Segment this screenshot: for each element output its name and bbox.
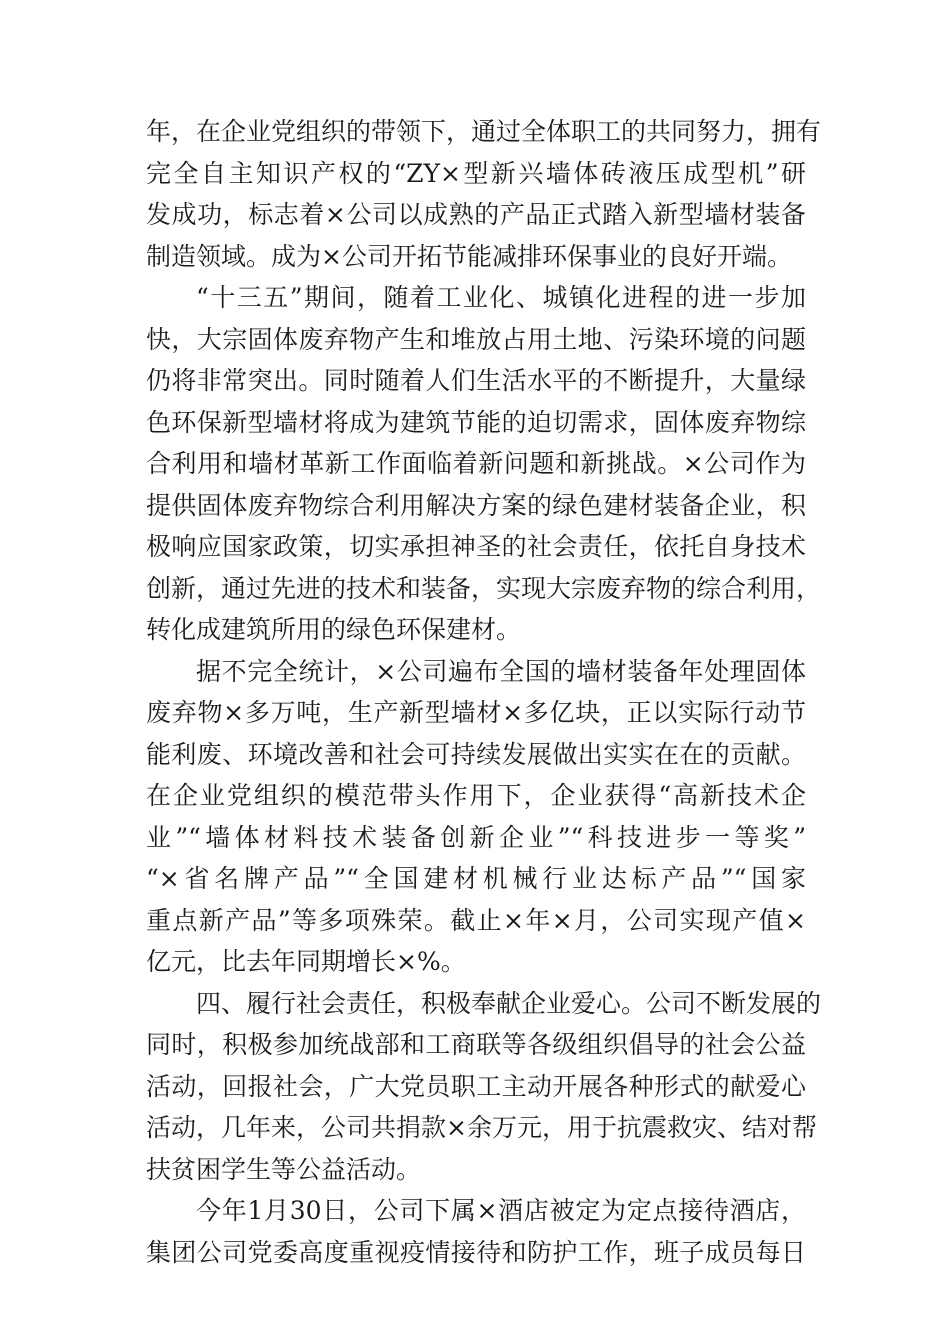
text-line: 合利用和墙材革新工作面临着新问题和新挑战。×公司作为 [146,449,806,478]
text-line: 能利废、环境改善和社会可持续发展做出实实在在的贡献。 [146,739,806,769]
paragraph [146,651,806,983]
text-line: 亿元，比去年同期增长×%。 [146,947,466,976]
text-line: 重点新产品”等多项殊荣。截止×年×月，公司实现产值× [146,905,806,935]
text-line: 年，在企业党组织的带领下，通过全体职工的共同努力，拥有 [146,117,822,146]
paragraph [146,111,822,277]
text-line: 色环保新型墙材将成为建筑节能的迫切需求，固体废弃物综 [146,407,806,437]
text-line: 仍将非常突出。同时随着人们生活水平的不断提升，大量绿 [146,366,806,395]
text-line: 创新，通过先进的技术和装备，实现大宗废弃物的综合利用， [146,573,822,603]
text-line: 完全自主知识产权的“ZY×型新兴墙体砖液压成型机”研 [146,158,806,188]
text-line: 集团公司党委高度重视疫情接待和防护工作，班子成员每日 [146,1237,806,1267]
text-line: 四、履行社会责任，积极奉献企业爱心。公司不断发展的 [196,988,822,1018]
text-line: 据不完全统计，×公司遍布全国的墙材装备年处理固体 [196,656,806,686]
text-line: 业”“墙体材料技术装备创新企业”“科技进步一等奖” [146,822,806,852]
text-line: 同时，积极参加统战部和工商联等各级组织倡导的社会公益 [146,1030,806,1059]
text-line: 今年1月30日，公司下属×酒店被定为定点接待酒店， [196,1196,806,1225]
text-line: 废弃物×多万吨，生产新型墙材×多亿块，正以实际行动节 [146,698,806,727]
text-line: 活动，回报社会，广大党员职工主动开展各种形式的献爱心 [146,1071,806,1101]
text-line: “×省名牌产品”“全国建材机械行业达标产品”“国家 [146,864,806,893]
text-line: 活动，几年来，公司共捐款×余万元，用于抗震救灾、结对帮 [146,1113,817,1142]
text-line: 在企业党组织的模范带头作用下，企业获得“高新技术企 [146,781,806,810]
text-line: 转化成建筑所用的绿色环保建材。 [146,615,522,644]
text-line: 制造领域。成为×公司开拓节能减排环保事业的良好开端。 [146,241,792,271]
document-body [146,111,822,1273]
text-line: 极响应国家政策，切实承担神圣的社会责任，依托自身技术 [146,532,806,561]
paragraph [146,277,822,651]
text-line: 提供固体废弃物综合利用解决方案的绿色建材装备企业，积 [146,490,806,520]
text-line: “十三五”期间，随着工业化、城镇化进程的进一步加 [196,283,806,312]
text-line: 扶贫困学生等公益活动。 [146,1154,422,1184]
text-line: 发成功，标志着×公司以成熟的产品正式踏入新型墙材装备 [146,200,806,229]
paragraph [146,1190,806,1273]
text-line: 快，大宗固体废弃物产生和堆放占用土地、污染环境的问题 [146,324,806,354]
paragraph [146,983,822,1191]
